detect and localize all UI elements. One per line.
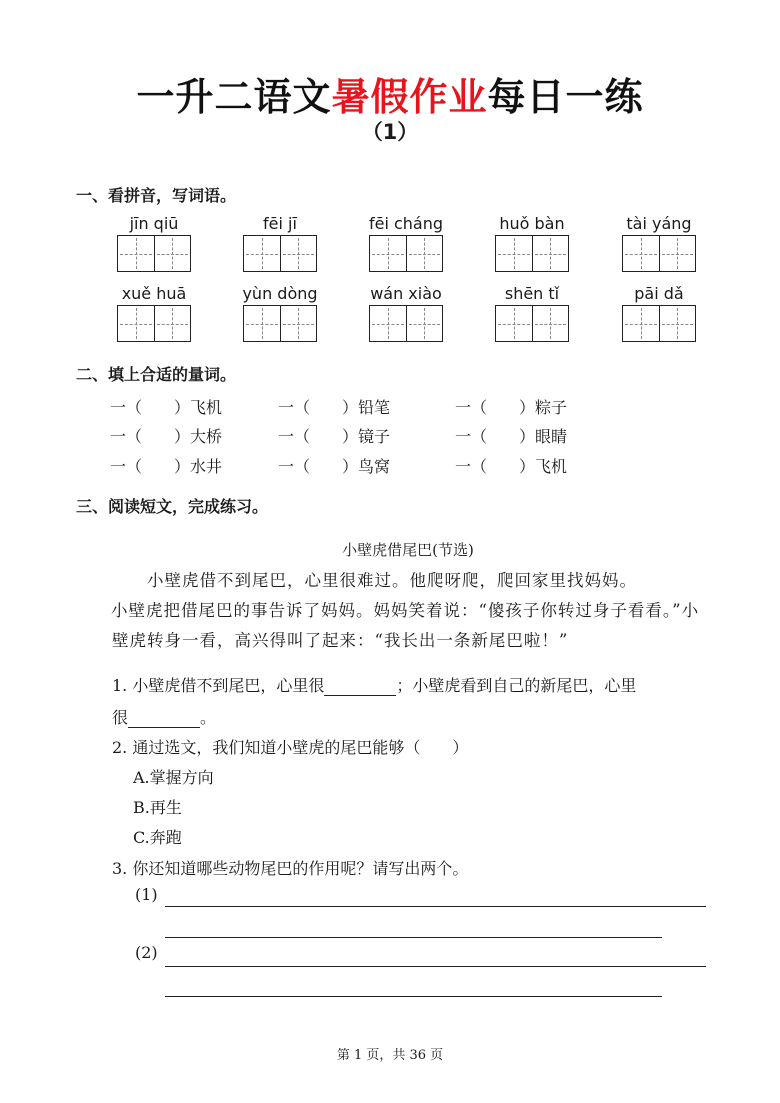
pinyin-label: shēn tǐ [504, 284, 560, 303]
character-boxes[interactable] [495, 235, 569, 272]
measure-word-item[interactable]: 一（ ）鸟窝 [278, 457, 391, 476]
measure-word-item[interactable]: 一（ ）飞机 [110, 398, 223, 417]
measure-word-item[interactable]: 一（ ）眼睛 [455, 427, 568, 446]
passage-paragraph-1: 小壁虎借不到尾巴，心里很难过。他爬呀爬，爬回家里找妈妈。 [147, 571, 637, 590]
pinyin-item [243, 213, 317, 272]
pinyin-item [622, 283, 696, 342]
question-2: 2. 通过选文，我们知道小壁虎的尾巴能够（ ） [112, 738, 469, 757]
tian-zi-ge-box[interactable] [244, 236, 280, 271]
answer-line-2b[interactable] [165, 996, 662, 997]
character-boxes[interactable] [243, 235, 317, 272]
tian-zi-ge-box[interactable] [280, 236, 317, 271]
character-boxes[interactable] [117, 235, 191, 272]
tian-zi-ge-box[interactable] [659, 306, 696, 341]
tian-zi-ge-box[interactable] [623, 306, 659, 341]
tian-zi-ge-box[interactable] [406, 236, 443, 271]
pinyin-label: pāi dǎ [634, 284, 684, 303]
character-boxes[interactable] [117, 305, 191, 342]
pinyin-item [622, 213, 696, 272]
character-boxes[interactable] [369, 305, 443, 342]
pinyin-label: xuě huā [121, 284, 187, 303]
sub-question-2-label: (2) [135, 943, 158, 962]
tian-zi-ge-box[interactable] [280, 306, 317, 341]
pinyin-label: jīn qiū [129, 214, 179, 233]
measure-word-item[interactable]: 一（ ）大桥 [110, 427, 223, 446]
tian-zi-ge-box[interactable] [659, 236, 696, 271]
tian-zi-ge-box[interactable] [496, 236, 532, 271]
pinyin-item [495, 213, 569, 272]
passage-title: 小壁虎借尾巴(节选) [342, 541, 474, 559]
section1-heading: 一、看拼音，写词语。 [76, 186, 237, 205]
option-c: C.奔跑 [133, 828, 182, 847]
tian-zi-ge-box[interactable] [406, 306, 443, 341]
page-footer: 第 1 页，共 36 页 [336, 1048, 444, 1063]
tian-zi-ge-box[interactable] [532, 236, 569, 271]
pinyin-item [369, 213, 443, 272]
question-1: 1. 小壁虎借不到尾巴，心里很 ；小壁虎看到自己的新尾巴，心里 [112, 676, 637, 695]
character-boxes[interactable] [243, 305, 317, 342]
pinyin-item [495, 283, 569, 342]
pinyin-label: wán xiào [370, 284, 442, 303]
pinyin-label: tài yáng [626, 214, 692, 233]
page-title [0, 66, 780, 121]
pinyin-item [369, 283, 443, 342]
answer-blank-2[interactable] [128, 709, 200, 728]
measure-word-item[interactable]: 一（ ）飞机 [455, 457, 568, 476]
pinyin-label: yùn dòng [242, 284, 318, 303]
measure-word-item[interactable]: 一（ ）镜子 [278, 427, 391, 446]
answer-line-2a[interactable] [165, 966, 706, 967]
passage-paragraph-2: 小壁虎把借尾巴的事告诉了妈妈。妈妈笑着说：“傻孩子你转过身子看看。”小壁虎转身一看，高兴得叫了起来：“我长出一条新尾巴啦！” [111, 601, 700, 650]
pinyin-item [243, 283, 317, 342]
answer-line-1b[interactable] [165, 937, 662, 938]
tian-zi-ge-box[interactable] [154, 306, 191, 341]
section2-heading: 二、填上合适的量词。 [76, 365, 237, 384]
tian-zi-ge-box[interactable] [244, 306, 280, 341]
section3-heading: 三、阅读短文，完成练习。 [76, 497, 269, 516]
tian-zi-ge-box[interactable] [623, 236, 659, 271]
character-boxes[interactable] [369, 235, 443, 272]
title-part2: 每日一练 [487, 75, 644, 119]
title-highlight: 暑假作业 [331, 75, 488, 119]
tian-zi-ge-box[interactable] [496, 306, 532, 341]
pinyin-label: huǒ bàn [499, 214, 565, 233]
sub-question-1-label: (1) [135, 885, 158, 904]
tian-zi-ge-box[interactable] [154, 236, 191, 271]
measure-word-item[interactable]: 一（ ）铅笔 [278, 398, 391, 417]
option-b: B.再生 [133, 798, 182, 817]
tian-zi-ge-box[interactable] [532, 306, 569, 341]
measure-word-item[interactable]: 一（ ）粽子 [455, 398, 568, 417]
page-subtitle: （1） [361, 120, 419, 144]
character-boxes[interactable] [495, 305, 569, 342]
question-3: 3. 你还知道哪些动物尾巴的作用呢？请写出两个。 [112, 859, 469, 878]
pinyin-item [117, 283, 191, 342]
answer-blank-1[interactable] [324, 677, 396, 696]
character-boxes[interactable] [622, 235, 696, 272]
character-boxes[interactable] [622, 305, 696, 342]
pinyin-label: fēi cháng [368, 214, 444, 233]
measure-word-item[interactable]: 一（ ）水井 [110, 457, 223, 476]
title-part1: 一升二语文 [136, 75, 332, 119]
tian-zi-ge-box[interactable] [118, 236, 154, 271]
pinyin-item [117, 213, 191, 272]
answer-line-1a[interactable] [165, 906, 706, 907]
tian-zi-ge-box[interactable] [118, 306, 154, 341]
tian-zi-ge-box[interactable] [370, 306, 406, 341]
option-a: A.掌握方向 [133, 768, 214, 787]
pinyin-label: fēi jī [263, 214, 297, 233]
question-1-cont: 很 。 [112, 708, 217, 727]
tian-zi-ge-box[interactable] [370, 236, 406, 271]
